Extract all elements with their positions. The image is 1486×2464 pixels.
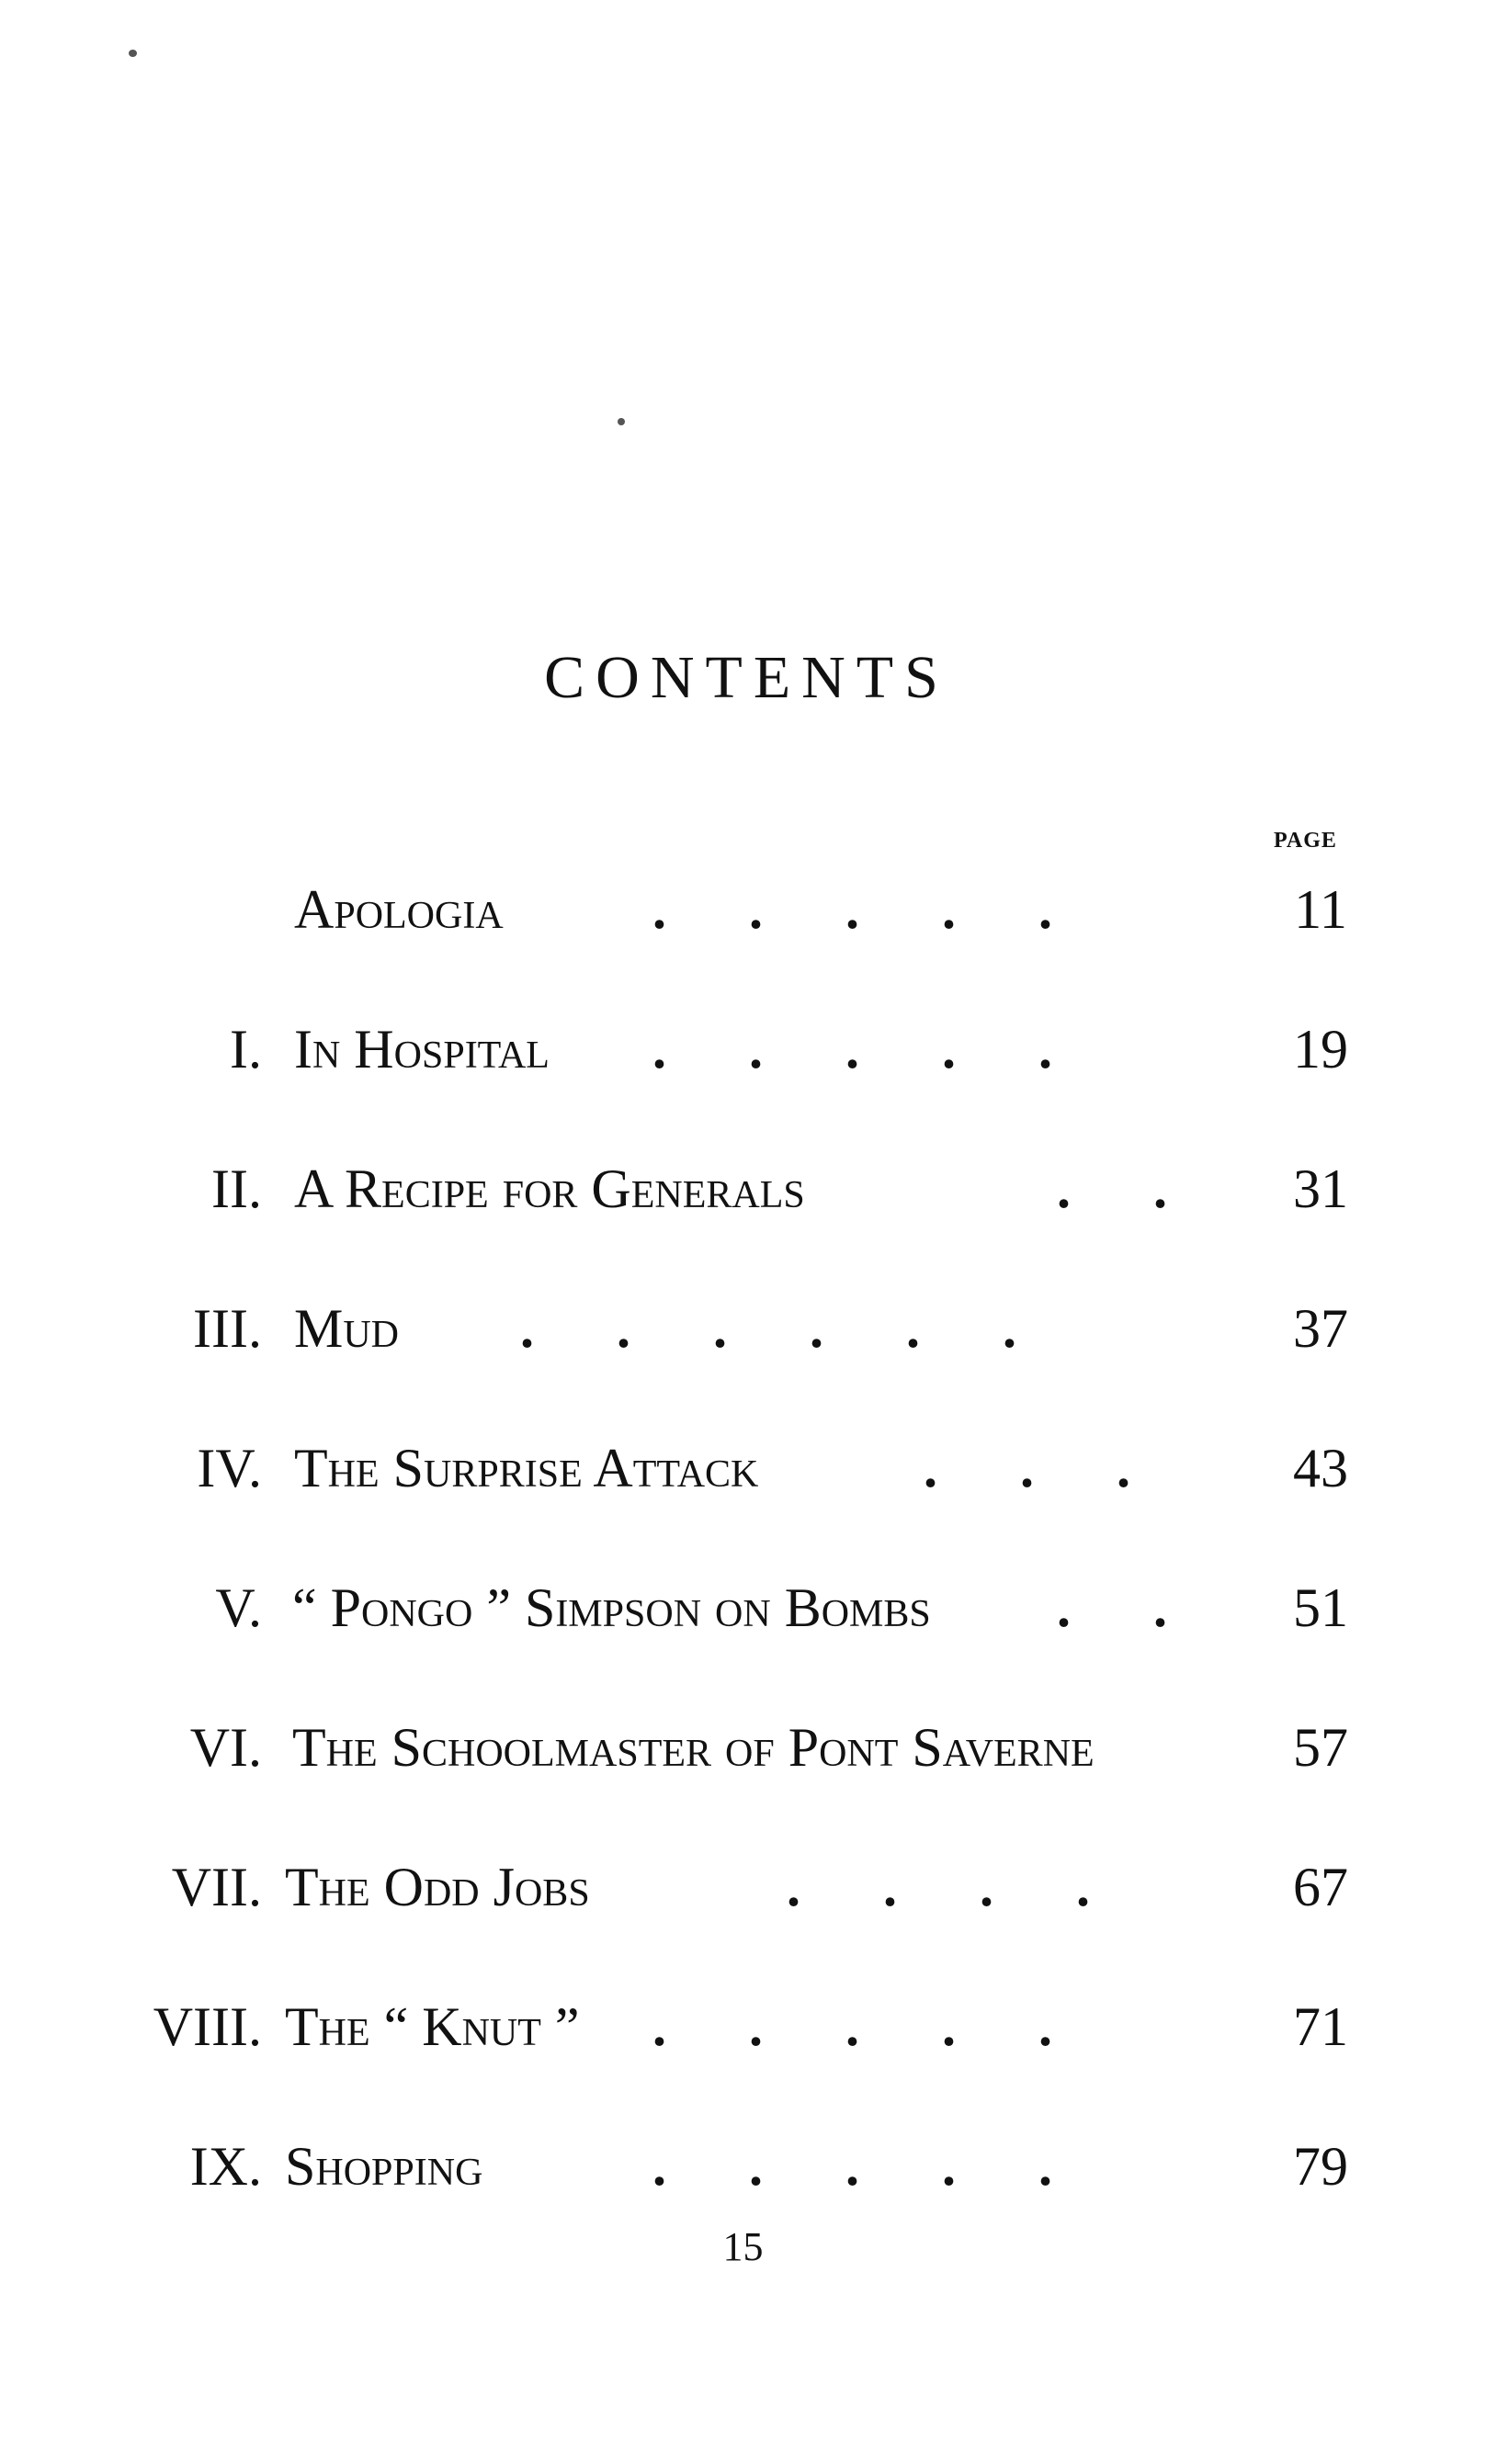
dot-leader: . .	[1057, 1159, 1167, 1219]
chapter-title: The Surprise Attack	[294, 1438, 759, 1498]
chapter-title: Mud	[294, 1298, 400, 1359]
chapter-number: VIII.	[153, 1996, 262, 2057]
dot-leader: . . . . . .	[520, 1298, 1016, 1359]
toc-entry[interactable]	[0, 1837, 1486, 1938]
toc-entry[interactable]	[0, 999, 1486, 1100]
page-number: 43	[1293, 1438, 1348, 1498]
toc-entry[interactable]	[0, 1138, 1486, 1239]
chapter-number: VII.	[171, 1857, 262, 1917]
chapter-number: III.	[193, 1298, 262, 1359]
chapter-number: V.	[215, 1577, 262, 1638]
chapter-number: VI.	[189, 1717, 262, 1778]
toc-entry[interactable]	[0, 1557, 1486, 1658]
contents-title: CONTENTS	[544, 644, 949, 711]
page-number: 79	[1293, 2136, 1348, 2197]
chapter-number: I.	[230, 1019, 262, 1079]
page-number: 71	[1293, 1996, 1348, 2057]
chapter-number: IV.	[197, 1438, 262, 1498]
dot-leader: . . . . .	[652, 2136, 1052, 2197]
chapter-title: Apologia	[294, 879, 504, 940]
chapter-number: II.	[211, 1159, 262, 1219]
toc-entry[interactable]	[0, 1418, 1486, 1519]
dot-leader: . .	[1057, 1577, 1167, 1638]
chapter-title: A Recipe for Generals	[294, 1159, 805, 1219]
chapter-number: IX.	[189, 2136, 262, 2197]
scan-speck	[618, 418, 625, 425]
dot-leader: . . . . .	[652, 1019, 1052, 1079]
page-number: 51	[1293, 1577, 1348, 1638]
dot-leader: . . . . .	[652, 1996, 1052, 2057]
toc-entry[interactable]	[0, 2116, 1486, 2217]
chapter-title: In Hospital	[294, 1019, 550, 1079]
page-column-heading: PAGE	[1274, 829, 1337, 853]
scan-speck	[129, 50, 137, 57]
folio-page-number: 15	[722, 2224, 764, 2269]
toc-entry[interactable]	[0, 1278, 1486, 1379]
dot-leader: . . .	[924, 1438, 1130, 1498]
dot-leader: . . . .	[787, 1857, 1090, 1917]
page-number: 11	[1294, 879, 1347, 940]
toc-entry[interactable]	[0, 1697, 1486, 1798]
page-number: 31	[1293, 1159, 1348, 1219]
page-number: 67	[1293, 1857, 1348, 1917]
chapter-title: The Odd Jobs	[285, 1857, 590, 1917]
page-number: 57	[1293, 1717, 1348, 1778]
chapter-title: The Schoolmaster of Pont Saverne	[292, 1717, 1095, 1778]
page-number: 19	[1293, 1019, 1348, 1079]
toc-entry[interactable]	[0, 859, 1486, 960]
chapter-title: “ Pongo ” Simpson on Bombs	[292, 1577, 931, 1638]
dot-leader: . . . . .	[652, 879, 1052, 940]
chapter-title: Shopping	[285, 2136, 483, 2197]
chapter-title: The “ Knut ”	[285, 1996, 580, 2057]
toc-entry[interactable]	[0, 1976, 1486, 2077]
page-number: 37	[1293, 1298, 1348, 1359]
